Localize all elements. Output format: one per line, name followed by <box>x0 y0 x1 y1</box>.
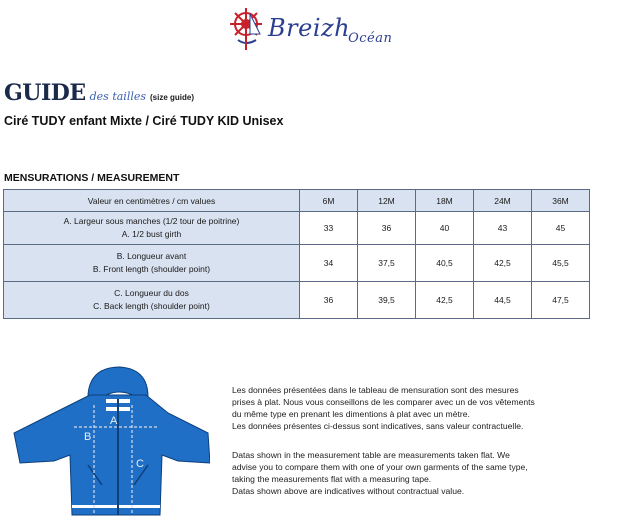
note-line: Les données présentes ci-dessus sont indicatives, sans valeur contractuelle. <box>232 421 524 431</box>
size-header: 12M <box>358 190 416 212</box>
table-cell: 45 <box>532 212 590 245</box>
brand-name <box>268 14 393 46</box>
table-cell: 44,5 <box>474 282 532 319</box>
section-title: MENSURATIONS / MEASUREMENT <box>4 172 180 184</box>
jacket-diagram <box>10 365 210 520</box>
guide-title: GUIDE <box>4 80 86 106</box>
table-cell: 42,5 <box>416 282 474 319</box>
note-line: prises à plat. Nous vous conseillons de les comparer avec un de vos vêtements <box>232 397 535 407</box>
table-cell: 43 <box>474 212 532 245</box>
note-line: advise you to compare them with one of your own garments of the same type, <box>232 462 528 472</box>
table-cell: 39,5 <box>358 282 416 319</box>
label-a: A <box>110 415 118 427</box>
table-cell: 40,5 <box>416 245 474 282</box>
guide-heading <box>4 80 194 106</box>
row-label-en: C. Back length (shoulder point) <box>93 301 210 311</box>
size-table <box>3 189 590 319</box>
row-label-fr: C. Longueur du dos <box>114 288 189 298</box>
row-label-en: A. 1/2 bust girth <box>121 229 182 239</box>
note-line: Datas shown above are indicatives without contractual value. <box>232 486 465 496</box>
table-row <box>4 282 590 319</box>
table-row <box>4 212 590 245</box>
brand-name-main: Breizh <box>268 14 351 42</box>
row-label-en: B. Front length (shoulder point) <box>92 264 211 274</box>
note-line: taking the measurements flat with a measuring tape. <box>232 474 432 484</box>
note-line: Les données présentées dans le tableau de mensuration sont des mesures <box>232 385 519 395</box>
table-cell: 34 <box>300 245 358 282</box>
table-cell: 37,5 <box>358 245 416 282</box>
notes-english <box>232 449 592 497</box>
notes-french <box>232 384 592 432</box>
row-label-fr: A. Largeur sous manches (1/2 tour de poitrine) <box>63 216 240 226</box>
size-header: 18M <box>416 190 474 212</box>
table-row <box>4 245 590 282</box>
row-label <box>4 245 300 282</box>
table-cell: 36 <box>358 212 416 245</box>
table-cell: 33 <box>300 212 358 245</box>
guide-subtitle: des tailles <box>89 90 147 103</box>
table-cell: 40 <box>416 212 474 245</box>
row-label <box>4 212 300 245</box>
row-label <box>4 282 300 319</box>
label-b: B <box>84 431 92 443</box>
note-line: Datas shown in the measurement table are measurements taken flat. We <box>232 450 510 460</box>
table-cell: 42,5 <box>474 245 532 282</box>
table-header-label: Valeur en centimètres / cm values <box>4 190 300 212</box>
label-c: C <box>136 458 144 470</box>
size-header: 6M <box>300 190 358 212</box>
guide-paren: (size guide) <box>150 93 195 102</box>
table-cell: 47,5 <box>532 282 590 319</box>
brand-logo <box>228 6 418 54</box>
size-header: 24M <box>474 190 532 212</box>
table-cell: 36 <box>300 282 358 319</box>
note-line: du même type en prenant les dimentions à plat avec un mètre. <box>232 409 470 419</box>
row-label-fr: B. Longueur avant <box>116 251 187 261</box>
ship-wheel-icon <box>228 6 268 52</box>
table-cell: 45,5 <box>532 245 590 282</box>
table-header-row <box>4 190 590 212</box>
product-title: Ciré TUDY enfant Mixte / Ciré TUDY KID Unisex <box>4 114 284 128</box>
size-header: 36M <box>532 190 590 212</box>
brand-name-small: Océan <box>348 31 393 46</box>
